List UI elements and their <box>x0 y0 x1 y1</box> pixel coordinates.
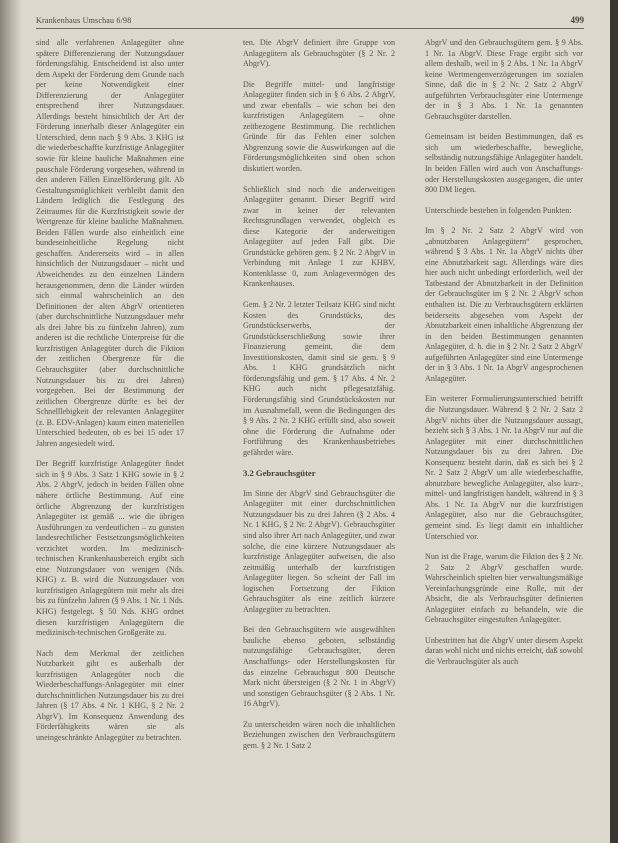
paragraph: Nach dem Merkmal der zeitlichen Nutzbarkeit gibt es außerhalb der kurzfristigen Anlagegüter noch die Wiederbeschaffungs-Anlagegüter mit einer durchschnittlichen Nutzungsdauer bis zu drei Jahren (§ 17 Abs. 4 Nr. 1 KHG, § 2 Nr. 2 AbgrV). Im Konsequenz Anwendung des Förderfähigkeits wären sie als uneingeschränkte Anlagegüter zu betrachten. <box>36 648 184 742</box>
paragraph: Unbestritten hat die AbgrV unter diesem Aspekt daran wohl nicht und nichts erreicht, daß sowohl die Verbrauchsgüter als auch <box>425 635 583 666</box>
paragraph: Im § 2 Nr. 2 Satz 2 AbgrV wird von „abnutzbaren Anlagegütern“ gesprochen, während § 3 Abs. 1 Nr. 1a AbgrV nichts über eine Abnutzbarkeit sagt. Allerdings wäre dies hier auch nicht unbedingt erforderlich, weil der Tatbestand der Abnutzbarkeit in der Definition der Gebrauchsgüter im § 2 Nr. 2 AbgrV schon enthalten ist. Die zu Verbrauchsgütern erklärten beiderseits abgesehen vom Aspekt der Abnutzbarkeit einen inhaltliche Abgrenzung der in den beiden Bestimmungen genannten Anlagegüter, d. h. die in § 2 Nr. 2 Satz 2 AbgrV aufgeführten Anlagegüter sind eine Untermenge der in § 3 Abs. 1 Nr. 1a AbgrV angesprochenen Anlagegüter. <box>425 226 583 383</box>
binding-shadow <box>0 0 22 843</box>
paragraph: sind alle verfahrenen Anlagegüter ohne spätere Differenzierung der Nutzungsdauer förderungsfähig. Entscheidend ist also unter dem Aspekt der Förderung dem Grunde nach per keine Notwendigkeit einer Differenzierung der Anlagegüter entsprechend ihrer Nutzungsdauer. Allerdings besteht hinsichtlich der Art der Förderung innerhalb dieser Anlagegüter ein Unterschied, denn nach § 9 Abs. 3 KHG ist die wiederbeschaffte kurzfristige Anlagegüter sowie für kleine bauliche Maßnahmen eine pauschale Förderung vorgesehen, während in den anderen Fällen Einzelförderung gilt. Ab Gestaltungsmöglichkeit verbleibt damit den Ländern lediglich die Festlegung des Zeitraumes für die Kurzfristigkeit sowie der Wertgrenze für kleine bauliche Maßnahmen. Beiden Fällen wurde also einheitlich eine bundeseinheitliche Regelung nicht geschaffen. Andererseits wird – in allen hinsichtlich der Nutzungsdauer – nicht und Abweichendes zu den einzelnen Ländern herausgenommen, denn die Länder würden sich einmal wahrscheinlich an den Definitionen der alten AbgrV orientieren (aber durchschnittliche Nutzungsdauer mehr als drei Jahre bis zu fünfzehn Jahren), zum anderen ist die rechtliche Unterpreise für die kurzfristigen Anlagegüter durch die Fiktion der zeitlichen Obergrenze für die Gebrauchsgüter (aber durchschnittliche Nutzungsdauer bis zu drei Jahren) vorgegeben. Bei der Bestimmung der zeitlichen Obergrenze dürfte es bei der Schnelllebigkeit der relevanten Anlagegüter (z. B. EDV-Anlagen) kaum einen materiellen Unterschied bedeuten, ob es bei 15 oder 17 Jahren angesiedelt wird. <box>36 38 184 448</box>
paragraph: Unterschiede bestehen in folgenden Punkten: <box>425 205 572 215</box>
paragraph: Gem. § 2 Nr. 2 letzter Teilsatz KHG sind nicht Kosten des Grundstücks, des Grundstückserwerbs, der Grundstückserschließung sowie ihrer Finanzierung gemeint, die dem Investitionskosten, damit sind sie gem. § 9 Abs. 1 KHG grundsätzlich nicht förderungsfähig und gem. § 17 Abs. 4 Nr. 2 KHG auch nicht pflegesatzfähig. Förderungsfähig sind Grundstückskosten nur im Ausnahmefall, wenn die Bedingungen des § 9 Abs. 2 Nr. 2 KHG erfüllt sind, also soweit ohne die Förderung die Aufnahme oder Fortführung des Krankenhausbetriebes gefährdet wäre. <box>243 300 395 457</box>
text-column-1 <box>36 38 184 754</box>
paragraph: Ein weiterer Formulierungsunterschied betrifft die Nutzungsdauer. Während § 2 Nr. 2 Satz 2 AbgrV nichts über die Nutzungsdauer aussagt, bezieht sich § 3 Abs. 1 Nr. 1a AbgrV nur auf die Anlagegüter mit einer durchschnittlichen Nutzungsdauer bis zu drei Jahren. Die Konsequenz besteht darin, daß es sich bei § 2 Nr. 2 Satz 2 AbgrV um alle wiederbeschaffte, abnutzbare bewegliche Anlagegüter, also kurz-, mittel- und langfristigen handelt, während in § 3 Abs. 1 Nr. 1a AbgrV nur die kurzfristigen Anlagegüter, also nur die Gebrauchsgüter, gemeint sind. Es liegt damit ein inhaltlicher Unterschied vor. <box>425 394 583 541</box>
paragraph: Zu unterscheiden wären noch die inhaltlichen Beziehungen zwischen den Verbrauchsgütern gem. § 2 Nr. 1 Satz 2 <box>243 719 395 750</box>
page-number: 499 <box>570 15 584 25</box>
paragraph: Die Begriffe mittel- und langfristige Anlagegüter finden sich in § 6 Abs. 2 AbgrV, und zwar ebenfalls – wie schon bei den kurzfristigen Anlagegütern – ohne zeitbezogene Bestimmung. Die rechtlichen Gründe für das Fehlen einer solchen Abgrenzung sowie die Auswirkungen auf die Förderungsmöglichkeiten sind oben schon diskutiert worden. <box>243 79 395 174</box>
paragraph: AbgrV und den Gebrauchsgütern gem. § 9 Abs. 1 Nr. 1a AbgrV. Diese Frage ergibt sich vor allem deshalb, weil in § 2 Abs. 1 Nr. 1a AbgrV keine Wertmengenverzögerungen im sozialen Sinne, daß die in § 2 Nr. 2 Satz 2 AbgrV aufgeführten Verbrauchsgüter eine Untermenge der in § 3 Abs. 1 Nr. 1a genannten Gebrauchsgüter darstellen. <box>425 38 583 121</box>
paragraph: Der Begriff kurzfristige Anlagegüter findet sich in § 9 Abs. 3 Satz 1 KHG sowie in § 2 Abs. 2 AbgrV, jedoch in beiden Fällen ohne nähere örtliche Bestimmung. Auf eine örtliche Abgrenzung der kurzfristigen Anlagegüter ist gemäß ... wie die übrigen Ausführungen zu verdeutlichen – zu gunsten landesrechtlicher Festsetzungsmöglichkeiten verzichtet worden. Im medizinisch-technischen Krankenhausbereich ergibt sich eine Nutzungsdauer von wenigen (Nds. KHG) z. B. wird die Nutzungsdauer von kurzfristigen Anlagegütern mit mehr als drei bis zu fünfzehn Jahren (§ 9 Abs. 1 Nr. 1 Nds. KHG) festgelegt. § 50 Nds. KHG ordnet diesen kurzfristigen Anlagegütern die medizinisch-technischen Großgeräte zu. <box>36 459 184 638</box>
running-head <box>36 14 584 29</box>
paragraph: Gemeinsam ist beiden Bestimmungen, daß es sich um wiederbeschaffte, bewegliche, selbständig nutzungsfähige Anlagegüter handelt. In beiden Fällen wird auch von Anschaffungs- oder Herstellungskosten ausgegangen, die unter 800 DM liegen. <box>425 132 583 195</box>
paragraph: Schließlich sind noch die anderweitigen Anlagegüter genannt. Dieser Begriff wird zwar in keiner der relevanten Rechtsgrundlagen verwendet, obgleich es diese Kategorie der anderweitigen Anlagegüter auf jeden Fall gibt. Die Grundstücke gehören gem. § 2 Nr. 2 AbgrV in Verbindung mit Anlage 1 zur KHBV, Kontenklasse 0, zum Anlagevermögen des Krankenhauses. <box>243 184 395 289</box>
section-heading: 3.2 Gebrauchsgüter <box>243 468 316 479</box>
text-column-2 <box>243 38 395 761</box>
paragraph: Im Sinne der AbgrV sind Gebrauchsgüter die Anlagegüter mit einer durchschnittlichen Nutzungsdauer bis zu drei Jahren (§ 2 Abs. 4 Nr. 1 KHG, § 2 Nr. 2 AbgrV). Gebrauchsgüter sind also ihrer Art nach Anlagegüter, und zwar solche, die eine kürzere Nutzungsdauer als kurzfristige Anlagegüter aufweisen, die also zeitmäßig unterhalb der kurzfristigen Anlagegüter liegen. So scheint der Fall im logischen Fortsetzung der Fiktion Gebrauchsgüter als eine zeitlich kürzere Anlagegüter zu betrachten. <box>243 488 395 614</box>
paragraph: Nun ist die Frage, warum die Fiktion des § 2 Nr. 2 Satz 2 AbgrV geschaffen wurde. Wahrscheinlich spielten hier verwaltungsmäßige Vereinfachungsgründe eine Rolle, mit der Absicht, die als Verbrauchsgüter definierten Anlagegüter einfach zu behandeln, wie die Gebrauchsgüter eingestuften Anlagegüter. <box>425 552 583 625</box>
paragraph: Bei den Gebrauchsgütern wie ausgewählten bauliche ebenso geboten, selbständig nutzungsfähige Gebrauchsgüter, deren Anschaffungs- oder Herstellungskosten für das einzelne Gebrauchsgut 800 Deutsche Mark nicht übersteigen (§ 2 Nr. 1 in AbgrV) und sonstigen Gebrauchsgüter (§ 2 Abs. 1 Nr. 16 AbgrV). <box>243 625 395 709</box>
text-column-3 <box>425 38 583 678</box>
running-head-title: Krankenhaus Umschau 6/98 <box>36 16 132 25</box>
paragraph: ten. Die AbgrV definiert ihre Gruppe von Anlagegütern als Gebrauchsgüter (§ 2 Nr. 2 AbgrV). <box>243 38 395 69</box>
